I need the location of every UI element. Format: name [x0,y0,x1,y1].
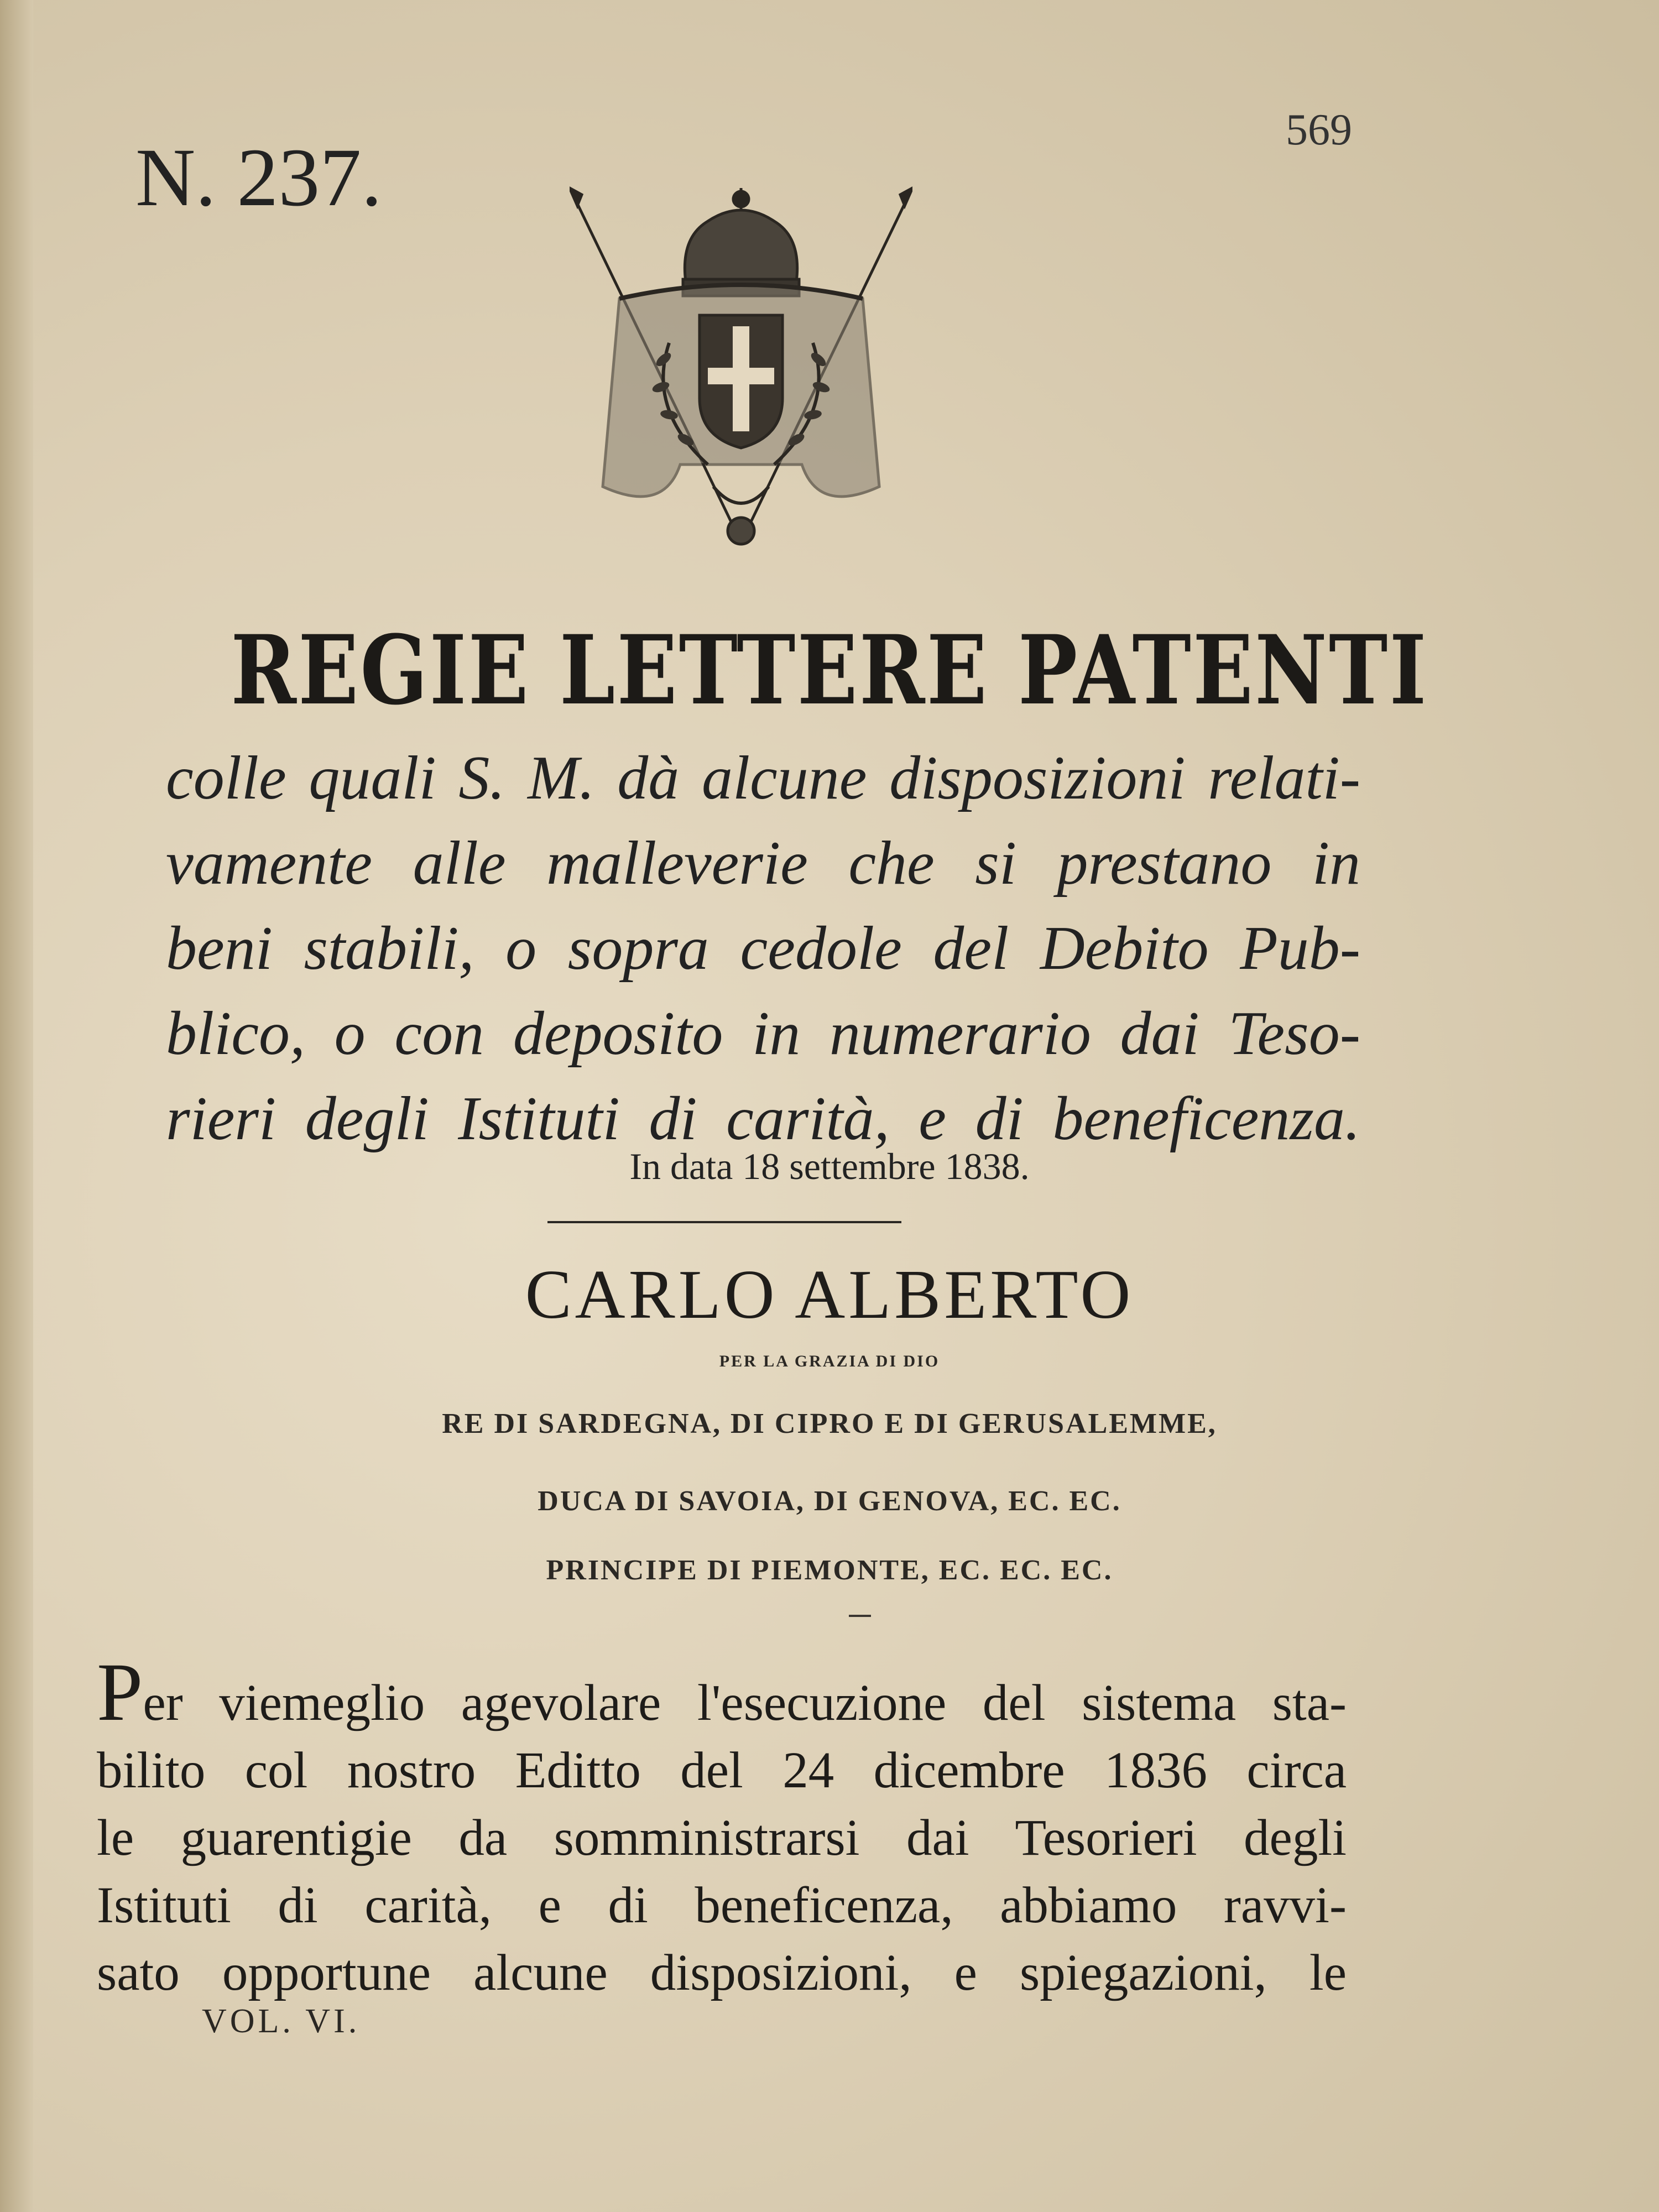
document-date: In data 18 settembre 1838. [629,1145,1030,1187]
body-line: Istituti di carità, e di beneficenza, abbiamo ravvi- [97,1877,1347,1934]
subtitle-line: beni stabili, o sopra cedole del Debito Pub- [166,914,1360,983]
royal-title-line-2: DUCA DI SAVOIA, DI GENOVA, EC. EC. [538,1485,1121,1517]
subtitle-line: blico, o con deposito in numerario dai Teso- [166,999,1360,1068]
body-line [97,1646,1347,1738]
royal-title-line-1: RE DI SARDEGNA, DI CIPRO E DI GERUSALEMME, [442,1408,1217,1439]
divider-rule [547,1221,901,1223]
subtitle-line: rieri degli Istituti di carità, e di beneficenza. [166,1084,1360,1153]
by-grace-line: PER LA GRAZIA DI DIO [719,1352,940,1370]
body-line: sato opportune alcune disposizioni, e spiegazioni, le [97,1944,1347,2001]
royal-crest-icon [570,177,912,564]
document-title: REGIE LETTERE PATENTI [231,614,1428,726]
body-line: bilito col nostro Editto del 24 dicembre 1836 circa [97,1742,1347,1799]
document-subtitle [166,735,1360,1161]
page-number: 569 [1286,106,1352,154]
drop-cap: P [97,1646,143,1738]
body-line-rest: er viemeglio agevolare l'esecuzione del sistema sta- [143,1674,1347,1731]
royal-title-line-3: PRINCIPE DI PIEMONTE, EC. EC. EC. [546,1554,1113,1586]
body-line: le guarentigie da somministrarsi dai Tesorieri degli [97,1809,1347,1866]
subtitle-line: vamente alle malleverie che si prestano in [166,829,1360,898]
document-number: N. 237. [135,132,382,223]
ornament-dash [849,1615,871,1617]
body-paragraph [97,1646,1347,2007]
volume-catchword: VOL. VI. [202,2002,361,2040]
sovereign-name: CARLO ALBERTO [525,1256,1134,1333]
page-edge [0,0,33,2212]
subtitle-line: colle quali S. M. dà alcune disposizioni relati- [166,744,1360,812]
